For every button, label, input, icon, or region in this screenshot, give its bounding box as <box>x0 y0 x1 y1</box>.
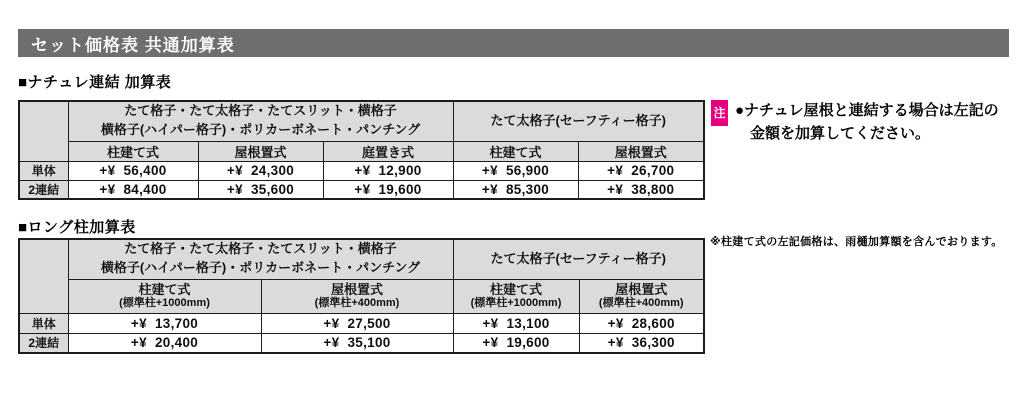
note-line2: 金額を加算してください。 <box>750 124 931 142</box>
price-cell: +¥ 13,100 <box>453 313 579 333</box>
group-header-safety-lattice: たて太格子(セーフティー格子) <box>453 101 704 141</box>
subheader-cell: 庭置き式 <box>323 141 453 161</box>
price-cell: +¥ 12,900 <box>323 161 453 180</box>
subheader-cell <box>579 279 704 313</box>
price-cell: +¥ 27,500 <box>261 313 453 333</box>
subheader-main: 柱建て式 <box>489 281 542 297</box>
subheader-cell: 柱建て式 <box>453 141 578 161</box>
subheader-main: 屋根置式 <box>330 281 383 297</box>
note-line1: ●ナチュレ屋根と連結する場合は左記の <box>735 102 999 119</box>
corner-cell <box>19 101 68 161</box>
subheader-cell: 屋根置式 <box>578 141 704 161</box>
price-cell: +¥ 20,400 <box>68 333 261 353</box>
table-row <box>19 313 704 333</box>
subheader-detail: (標準柱+1000mm) <box>119 297 210 310</box>
price-cell: +¥ 84,400 <box>68 180 198 199</box>
subheader-cell: 屋根置式 <box>198 141 323 161</box>
subheader-main: 屋根置式 <box>615 281 668 297</box>
price-cell: +¥ 36,300 <box>579 333 704 353</box>
price-cell: +¥ 24,300 <box>198 161 323 180</box>
group-header-lattice-types <box>68 239 453 279</box>
price-cell: +¥ 28,600 <box>579 313 704 333</box>
price-cell: +¥ 38,800 <box>578 180 704 199</box>
long-pillar-footnote: ※柱建て式の左記価格は、雨樋加算額を含んでおります。 <box>710 236 1003 248</box>
row-label: 2連結 <box>19 180 68 199</box>
subheader-cell: 柱建て式 <box>68 141 198 161</box>
long-pillar-price-table <box>18 238 705 354</box>
price-cell: +¥ 85,300 <box>453 180 578 199</box>
price-cell: +¥ 19,600 <box>453 333 579 353</box>
corner-cell <box>19 239 68 313</box>
note-badge: 注 <box>711 100 728 126</box>
price-cell: +¥ 13,700 <box>68 313 261 333</box>
subheader-cell <box>261 279 453 313</box>
subheader-cell <box>453 279 579 313</box>
section-title-long-pillar: ■ロング柱加算表 <box>18 219 136 236</box>
table-row <box>19 333 704 353</box>
page-banner <box>18 29 1009 57</box>
note-text <box>735 100 999 145</box>
subheader-detail: (標準柱+400mm) <box>598 297 684 310</box>
section-title-nature-connection: ■ナチュレ連結 加算表 <box>18 74 172 91</box>
subheader-detail: (標準柱+1000mm) <box>470 297 562 310</box>
price-cell: +¥ 19,600 <box>323 180 453 199</box>
subheader-detail: (標準柱+400mm) <box>314 297 400 310</box>
table-row <box>19 180 704 199</box>
group-header-line1: たて格子・たて太格子・たてスリット・横格子 <box>124 103 397 119</box>
subheader-main: 柱建て式 <box>138 281 191 297</box>
price-cell: +¥ 56,400 <box>68 161 198 180</box>
nature-connection-price-table <box>18 100 705 200</box>
group-header-line2: 横格子(ハイパー格子)・ポリカーボネート・パンチング <box>100 260 421 276</box>
price-cell: +¥ 26,700 <box>578 161 704 180</box>
group-header-line2: 横格子(ハイパー格子)・ポリカーボネート・パンチング <box>100 122 421 138</box>
group-header-safety-lattice: たて太格子(セーフティー格子) <box>453 239 704 279</box>
row-label: 単体 <box>19 161 68 180</box>
group-header-line1: たて格子・たて太格子・たてスリット・横格子 <box>124 241 397 257</box>
row-label: 2連結 <box>19 333 68 353</box>
table-row <box>19 161 704 180</box>
price-cell: +¥ 35,100 <box>261 333 453 353</box>
nature-connection-note <box>711 100 999 145</box>
price-cell: +¥ 35,600 <box>198 180 323 199</box>
subheader-cell <box>68 279 261 313</box>
banner-title: セット価格表 共通加算表 <box>31 35 235 55</box>
price-cell: +¥ 56,900 <box>453 161 578 180</box>
group-header-lattice-types <box>68 101 453 141</box>
row-label: 単体 <box>19 313 68 333</box>
